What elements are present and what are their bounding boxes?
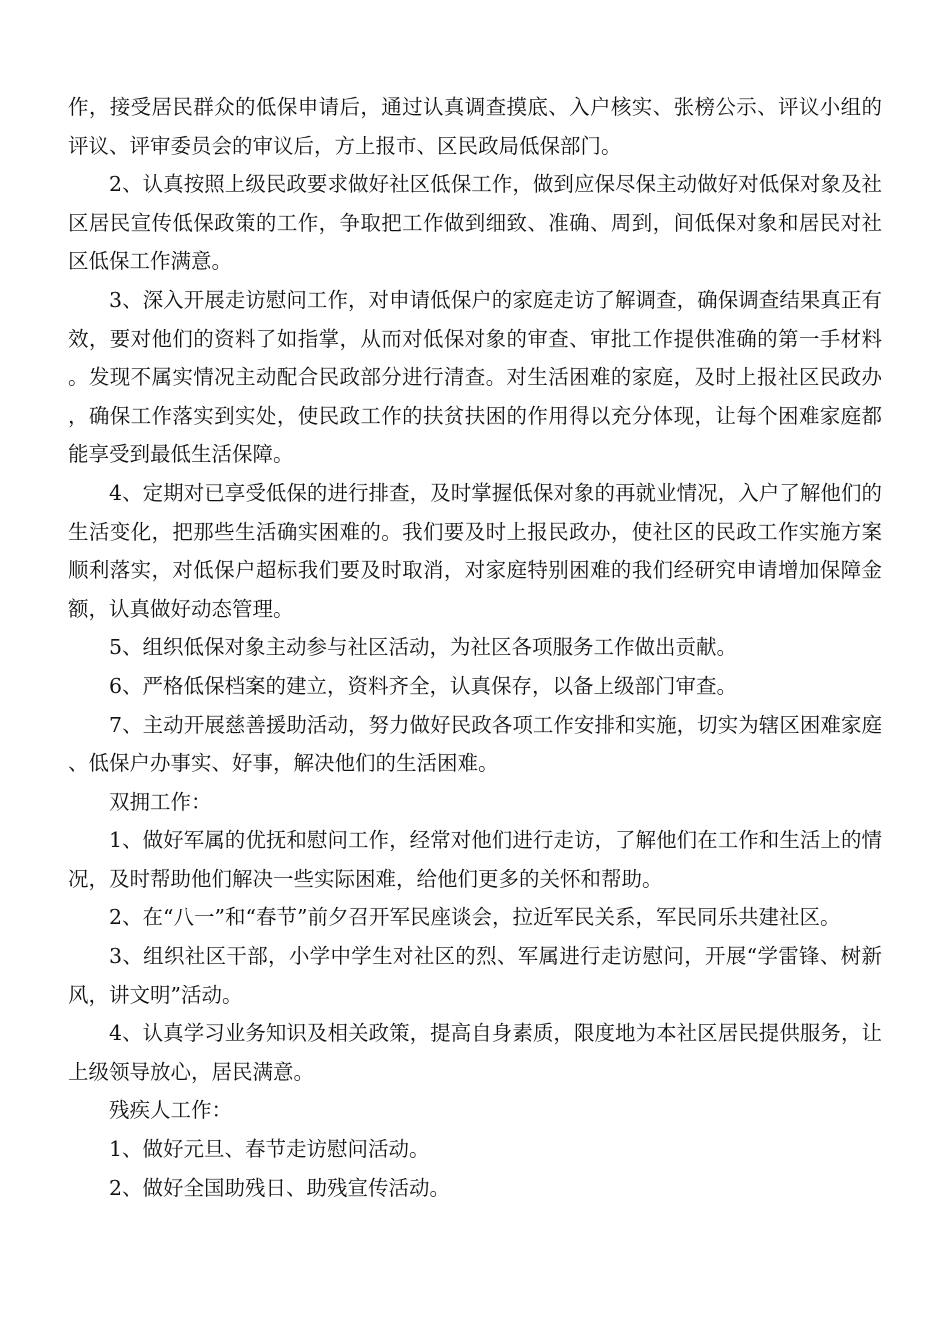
section-heading-shuangyong: 双拥工作：	[109, 789, 212, 814]
paragraph-dibao-item-3: 3、深入开展走访慰问工作，对申请低保户的家庭走访了解调查，确保调查结果真正有效，要对他们的资料了如指掌，从而对低保对象的审查、审批工作提供准确的第一手材料。发现不属实情况主动配合民政部分进行清查。对生活困难的家庭，及时上报社区民政办，确保工作落实到实处，使民政工作的扶贫扶困的作用得以充分体现，让每个困难家庭都能享受到最低生活保障。	[68, 287, 882, 467]
section-heading-disability: 残疾人工作：	[109, 1098, 232, 1123]
paragraph-disability-item-1: 1、做好元旦、春节走访慰问活动。	[109, 1137, 430, 1162]
paragraph-dibao-item-5: 5、组织低保对象主动参与社区活动，为社区各项服务工作做出贡献。	[109, 635, 738, 660]
paragraph-dibao-item-7: 7、主动开展慈善援助活动，努力做好民政各项工作安排和实施，切实为辖区困难家庭、低保户办事实、好事，解决他们的生活困难。	[68, 712, 882, 776]
paragraph-dibao-item-2: 2、认真按照上级民政要求做好社区低保工作，做到应保尽保主动做好对低保对象及社区居民宣传低保政策的工作，争取把工作做到细致、准确、周到，间低保对象和居民对社区低保工作满意。	[68, 172, 882, 274]
paragraph-disability-item-2: 2、做好全国助残日、助残宣传活动。	[109, 1175, 451, 1200]
paragraph-dibao-process-continued: 作，接受居民群众的低保申请后，通过认真调查摸底、入户核实、张榜公示、评议小组的评议、评审委员会的审议后，方上报市、区民政局低保部门。	[68, 95, 882, 158]
paragraph-shuangyong-item-1: 1、做好军属的优抚和慰问工作，经常对他们进行走访，了解他们在工作和生活上的情况，及时帮助他们解决一些实际困难，给他们更多的关怀和帮助。	[68, 828, 882, 891]
paragraph-shuangyong-item-3: 3、组织社区干部，小学中学生对社区的烈、军属进行走访慰问，开展“学雷锋、树新风，讲文明”活动。	[68, 944, 882, 1007]
paragraph-dibao-item-6: 6、严格低保档案的建立，资料齐全，认真保存，以备上级部门审查。	[109, 673, 738, 698]
document-page	[68, 88, 882, 1207]
paragraph-shuangyong-item-2: 2、在“八一”和“春节”前夕召开军民座谈会，拉近军民关系，军民同乐共建社区。	[109, 905, 841, 930]
paragraph-dibao-item-4: 4、定期对已享受低保的进行排查，及时掌握低保对象的再就业情况，入户了解他们的生活变化，把那些生活确实困难的。我们要及时上报民政办，使社区的民政工作实施方案顺利落实，对低保户超标我们要及时取消，对家庭特别困难的我们经研究申请增加保障金额，认真做好动态管理。	[68, 480, 882, 621]
paragraph-shuangyong-item-4: 4、认真学习业务知识及相关政策，提高自身素质，限度地为本社区居民提供服务，让上级领导放心，居民满意。	[68, 1021, 882, 1084]
